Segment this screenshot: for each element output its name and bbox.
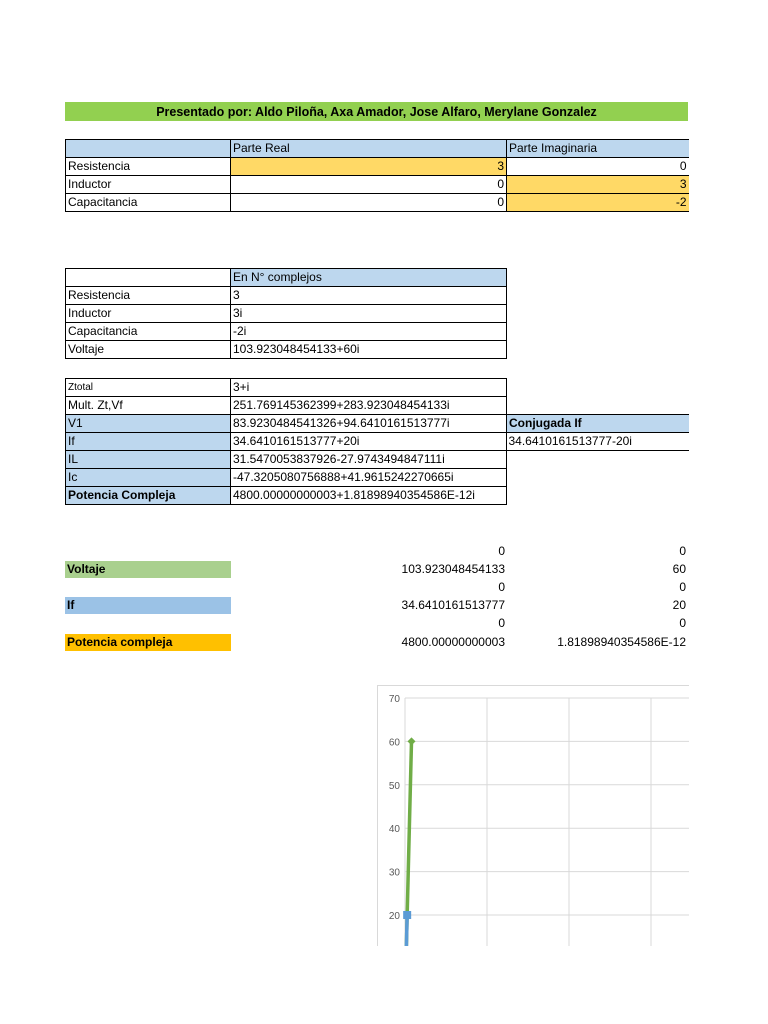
y-tick-label: 40 [388,824,400,836]
real-cell[interactable]: 0 [231,176,507,194]
header-empty [66,140,231,158]
row-label: Ztotal [66,379,231,397]
header-empty [66,269,231,287]
x-value: 4800.00000000003 [401,635,505,649]
complex-cell[interactable]: 3 [231,287,507,305]
legend-voltaje: Voltaje [65,561,231,578]
series-marker-1 [403,911,411,919]
real-cell[interactable]: 0 [231,194,507,212]
conjugate-value[interactable]: 34.6410161513777-20i [507,433,689,451]
conjugate-table [506,414,689,451]
complex-cell[interactable]: 103.923048454133+60i [231,341,507,359]
row-label: Inductor [66,305,231,323]
row-label: Ic [66,469,231,487]
y-tick-label: 70 [388,694,400,705]
x-value: 34.6410161513777 [401,598,505,612]
y-value: 60 [672,562,686,576]
row-label: Potencia Compleja [66,487,231,505]
authors-banner: Presentado por: Aldo Piloña, Axa Amador, Jose Alfaro, Merylane Gonzalez [65,102,688,121]
result-cell[interactable]: 3+i [231,379,507,397]
row-label: Capacitancia [66,194,231,212]
row-label: Resistencia [66,287,231,305]
row-label: If [66,433,231,451]
result-cell[interactable]: 4800.00000000003+1.81898940354586E-12i [231,487,507,505]
x-value: 103.923048454133 [401,562,505,576]
y-tick-label: 50 [388,780,400,792]
header-complex: En N° complejos [231,269,507,287]
complex-cell[interactable]: -2i [231,323,507,341]
x-value: 0 [498,580,505,594]
imag-cell[interactable]: -2 [507,194,689,212]
conjugate-header: Conjugada If [507,415,689,433]
imag-cell[interactable]: 3 [507,176,689,194]
y-tick-label: 30 [388,867,400,879]
row-label: Voltaje [66,341,231,359]
series-marker-0 [408,737,416,745]
y-value: 0 [679,580,686,594]
legend-if: If [65,597,231,614]
result-cell[interactable]: 83.9230484541326+94.6410161513777i [231,415,507,433]
chart-svg [378,686,689,946]
legend-potencia: Potencia compleja [65,634,231,651]
x-value: 0 [498,544,505,558]
result-cell[interactable]: 31.5470053837926-27.9743494847111i [231,451,507,469]
row-label: V1 [66,415,231,433]
result-cell[interactable]: 34.6410161513777+20i [231,433,507,451]
y-value: 0 [679,616,686,630]
series-line-1 [405,915,407,946]
result-cell[interactable]: -47.3205080756888+41.9615242270665i [231,469,507,487]
phasor-chart [377,685,689,946]
result-cell[interactable]: 251.769145362399+283.923048454133i [231,397,507,415]
row-label: Capacitancia [66,323,231,341]
y-tick-label: 60 [388,737,400,749]
y-value: 0 [679,544,686,558]
header-imaginary: Parte Imaginaria [507,140,689,158]
row-label: Resistencia [66,158,231,176]
row-label: Mult. Zt,Vf [66,397,231,415]
y-tick-label: 20 [388,911,400,922]
x-value: 0 [498,616,505,630]
imag-cell[interactable]: 0 [507,158,689,176]
results-table [65,378,507,505]
y-value: 1.81898940354586E-12 [557,635,686,649]
complex-numbers-table [65,268,507,359]
row-label: IL [66,451,231,469]
header-real: Parte Real [231,140,507,158]
components-table [65,139,689,212]
y-value: 20 [672,598,686,612]
row-label: Inductor [66,176,231,194]
complex-cell[interactable]: 3i [231,305,507,323]
real-cell[interactable]: 3 [231,158,507,176]
